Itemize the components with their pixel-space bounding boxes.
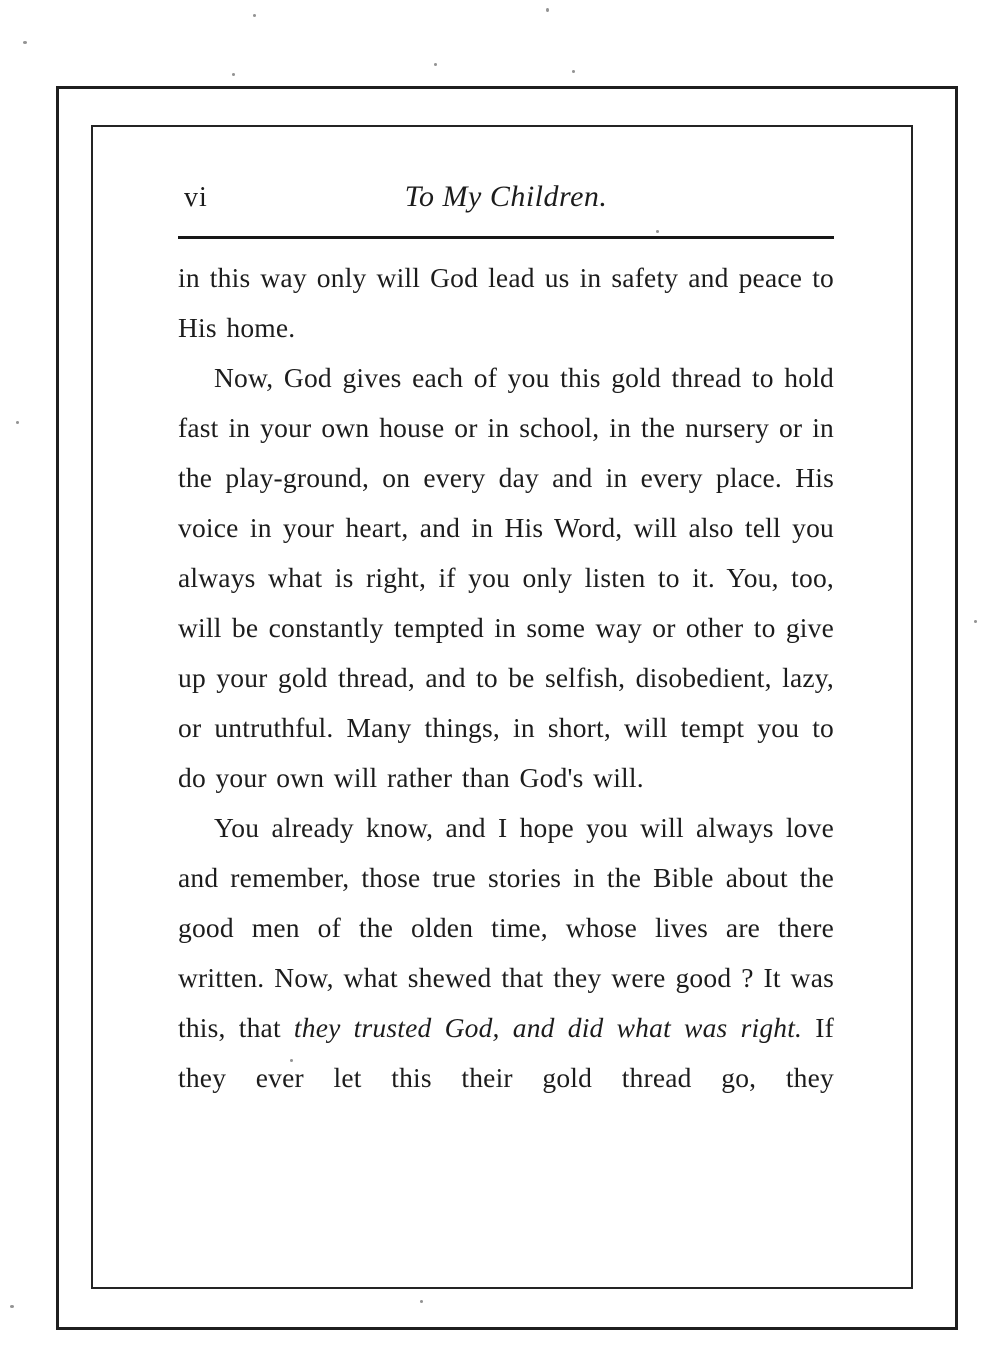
page-number: vi: [184, 182, 208, 213]
paragraph: [178, 803, 834, 1103]
scan-speckle: [232, 73, 235, 76]
italic-phrase: they trusted God, and did what was right.: [293, 1012, 803, 1043]
running-title: To My Children.: [404, 180, 608, 213]
body-text: [178, 253, 834, 1103]
scan-speckle: [974, 620, 977, 623]
page-text-area: [178, 172, 834, 1103]
paragraph: Now, God gives each of you this gold thread to hold fast in your own house or in school, in the nursery or in the play-ground, on every day and in every place. His voice in your heart, and in His Word, will also tell you always what is right, if you only listen to it. You, too, will be constantly tempted in some way or other to give up your gold thread, and to be selfish, disobedient, lazy, or untruthful. Many things, in short, will tempt you to do your own will rather than God's will.: [178, 362, 834, 793]
scan-speckle: [434, 63, 437, 66]
scan-speckle: [546, 8, 549, 12]
scan-speckle: [10, 1305, 14, 1308]
header-rule-divider: [178, 236, 834, 239]
paragraph-text-roman: If they ever let this their gold thread go, they: [178, 1012, 834, 1093]
scan-speckle: [420, 1300, 423, 1303]
scan-speckle: [253, 14, 256, 17]
page-header: [178, 172, 834, 224]
paragraph-text-roman: You already know, and I hope you will always love and remember, those true stories in the Bible about the good men of the olden time, whose lives are there written. Now, what shewed that they were good ? It was this, that: [178, 812, 834, 1043]
scan-speckle: [23, 41, 27, 44]
scan-speckle: [572, 70, 575, 73]
scan-speckle: [16, 421, 19, 424]
paragraph: in this way only will God lead us in safety and peace to His home.: [178, 262, 834, 343]
